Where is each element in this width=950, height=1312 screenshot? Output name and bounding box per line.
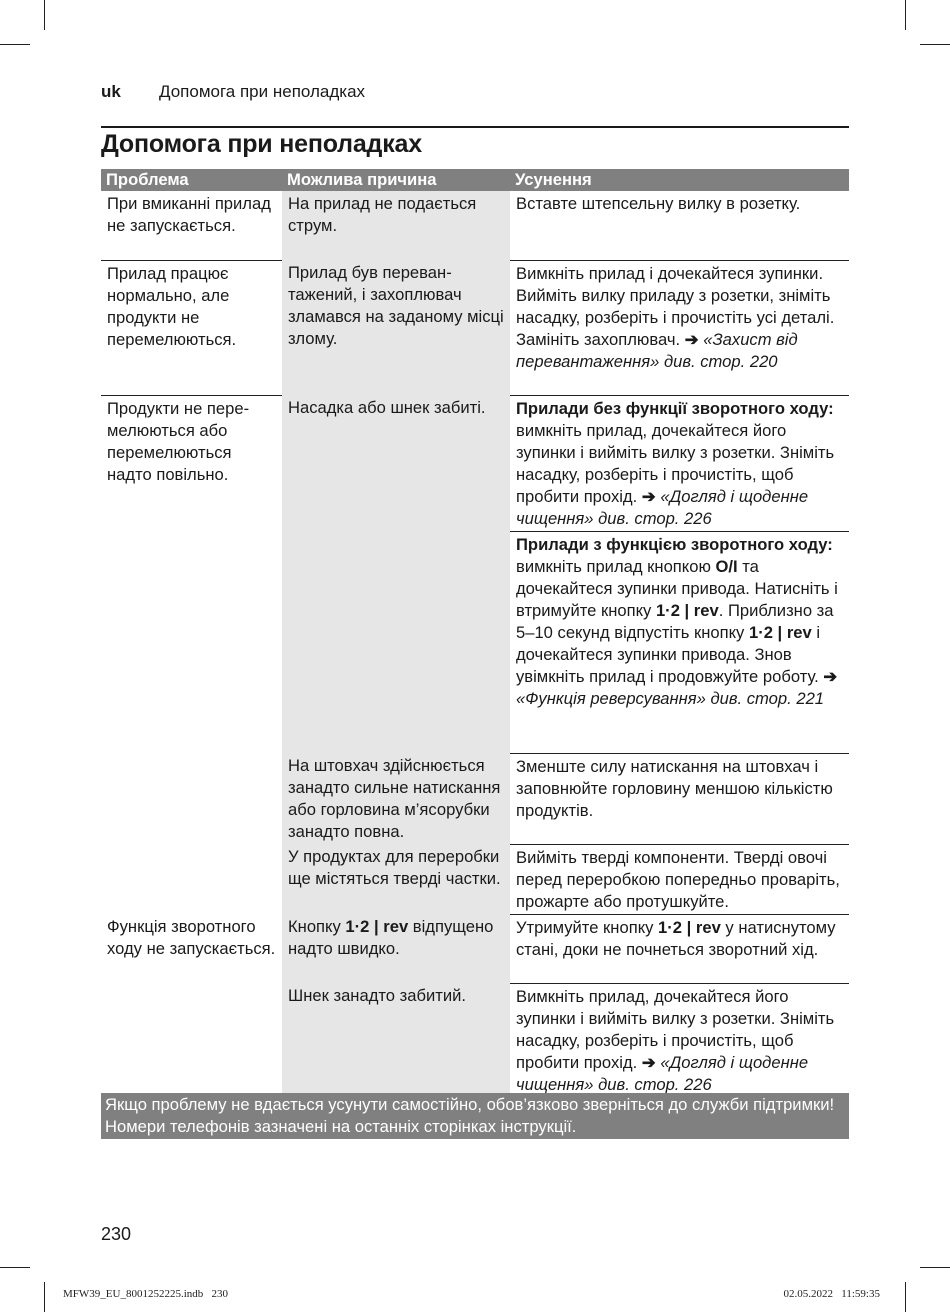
footer-date: 02.05.2022 11:59:35 [783,1288,880,1300]
fix-cell: Зменште силу натискання на штовхач і заповнюйте горловину меншою кількістю продуктів. [510,753,849,844]
fix-cell: Вимкніть прилад, дочекайтеся його зупинки і вийміть вилку з розетки. Зніміть насадку, розберіть і прочистіть, щоб пробити прохід. ➔ «Догляд і щоденне чищення» див. стор. 226 [516,986,835,1094]
cross-reference: «Догляд і щоденне чищення» див. стор. 226 [516,1052,809,1094]
cross-reference: «Захист від перевантаження» див. стор. 220 [516,329,798,371]
crop-mark [905,0,906,30]
cross-reference: «Функція реверсування» див. стор. 221 [516,688,825,708]
support-note: Якщо проблему не вдається усунути самостійно, обов’язково зверніться до служби підтримки! Номери телефонів зазначені на останніх сторінках інструкції. [101,1093,849,1139]
header-rule [101,126,849,128]
cause-cell: Шнек занадто забитий. [282,983,510,1097]
cause-cell: На прилад не подається струм. [282,191,510,260]
fix-cell: Прилади з функцією зворотного ходу: вимкніть прилад кнопкою O/I та дочекайтеся зупинки привода. Натисніть і втримуйте кнопку 1·2 | rev. Приблизно за 5–10 секунд відпустіть кнопку 1·2 | rev і дочекайтеся зупинки привода. Знов увімкніть прилад і продовжуйте роботу. ➔ «Функція реверсування» див. стор. 221 [510,531,849,753]
reverse-button-symbol: 1·2 | rev [655,600,719,620]
table-row [101,260,849,395]
fix-cell: Вийміть тверді компоненти. Тверді овочі перед переробкою попередньо проваріть, прожарте або протушкуйте. [510,844,849,914]
crop-mark [905,1282,906,1312]
right-arrow-icon: ➔ [823,666,838,686]
table-row [101,395,849,531]
page-number: 230 [101,1224,132,1244]
crop-mark [920,44,950,45]
table-row [101,191,849,260]
crop-mark [920,1267,950,1268]
problem-cell: Продукти не перемелюються або перемелюються надто повільно. [107,398,250,484]
right-arrow-icon: ➔ [641,486,656,506]
cross-reference: «Догляд і щоденне чищення» див. стор. 226 [516,486,809,528]
cause-cell: У продуктах для переробки ще містяться тверді частки. [282,844,510,914]
right-arrow-icon: ➔ [684,329,699,349]
on-off-symbol: O/I [715,556,738,576]
crop-mark [44,0,45,30]
column-header: Проблема [101,169,282,191]
cause-cell: На штовхач здійснюється занадто сильне натискання або горловина м’ясорубки занадто повна. [282,753,510,844]
table-header-row [101,169,849,191]
fix-cell: Вимкніть прилад і дочекайтеся зупинки. Вийміть вилку приладу з розетки, зніміть насадку, розберіть і прочистіть усі деталі. Замініть захоплювач. ➔ «Захист від перевантаження» див. стор. 220 [510,260,849,395]
column-header: Усунення [510,169,849,191]
cause-cell: Кнопку 1·2 | rev відпущено надто швидко. [282,914,510,983]
fix-cell: Утримуйте кнопку 1·2 | rev у натиснутому стані, доки не почнеться зворотний хід. [510,914,849,983]
problem-cell: При вмиканні прилад не запускається. [101,191,282,260]
cause-cell: Прилад був перевантажений, і захоплювач зламався на заданому місці злому. [282,260,510,395]
language-code: uk [101,82,121,101]
cause-cell: Насадка або шнек забиті. [282,395,510,753]
reverse-button-symbol: 1·2 | rev [345,917,409,936]
running-header [101,82,365,102]
page-title: Допомога при неполадках [101,130,422,158]
reverse-button-symbol: 1·2 | rev [658,917,721,937]
right-arrow-icon: ➔ [641,1052,656,1072]
column-header: Можлива причина [282,169,510,191]
table-row [101,914,849,983]
problem-cell: Функція зворотного ходу не запускається. [107,917,276,958]
crop-mark [0,1267,30,1268]
crop-mark [0,44,30,45]
problem-cell: Прилад працює нормально, але продукти не перемелюються. [101,260,282,395]
troubleshooting-table [101,169,849,1097]
crop-mark [44,1282,45,1312]
header-section: Допомога при неполадках [159,82,366,101]
fix-cell: Вставте штепсельну вилку в розетку. [510,191,849,260]
footer-file-info: MFW39_EU_8001252225.indb 230 [63,1288,228,1300]
fix-cell: Прилади без функції зворотного ходу: вимкніть прилад, дочекайтеся його зупинки і вийміть вилку з розетки. Зніміть насадку, розберіть і прочистіть, щоб пробити прохід. ➔ «Догляд і щоденне чищення» див. стор. 226 [510,395,849,531]
reverse-button-symbol: 1·2 | rev [748,622,812,642]
